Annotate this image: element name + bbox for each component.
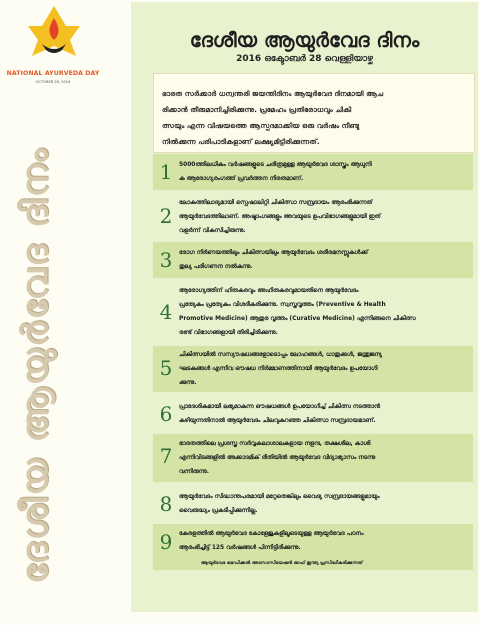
- point-line: ലോകത്തിലാദ്യമായി സ്പെഷാലിറ്റി ചികിത്സാ സമ്പ്രദായം ആരംഭിക്കുന്നത്: [179, 200, 373, 206]
- point-line: ഭാരതത്തിലെ പ്രശസ്ത സർവ്വകലാശാലകളായ നളന്ദ, തക്ഷശില, കാശി: [179, 441, 371, 447]
- point-row-5: [153, 346, 473, 392]
- point-line: വൈരുദ്ധ്യം പ്രകടിപ്പിക്കുന്നില്ല.: [179, 508, 258, 514]
- point-line: വളർന്ന് വികസിച്ചിരുന്നു.: [179, 228, 246, 234]
- point-line: രോഗ നിർണയത്തിലും ചികിത്സയിലും ആയുർവേദം ശരീരമനസ്സുകൾക്ക്: [179, 250, 368, 256]
- point-row-1: [153, 154, 473, 190]
- point-line: എന്നിവിടങ്ങളിൽ അക്കാദമിക് രീതിയിൽ ആയുർവേദ വിദ്യാഭ്യാസം നടന്നു: [179, 455, 376, 461]
- point-line: ചികിത്സയിൽ സസ്യൗഷധങ്ങളോടൊപ്പം ലോഹങ്ങൾ, ധാതുക്കൾ, ജന്തുജന്യ: [179, 352, 382, 358]
- point-number: 4: [159, 300, 173, 324]
- footer-note: ആയുർവേദ മെഡിക്കൽ അസോസിയേഷൻ ഓഫ് ഇന്ത്യ പ്രസിദ്ധീകരിക്കുന്നത്: [201, 561, 363, 566]
- main-panel: [131, 2, 478, 612]
- point-line: പ്രാദേശികമായി ലഭ്യമാകുന്ന ഔഷധങ്ങൾ ഉപയോഗിച്ച് ചികിത്സ നടത്താൻ: [179, 404, 380, 410]
- intro-line: ഭാരത സർക്കാർ ധന്വന്തരി ജയന്തിദിനം ആയുർവേദ ദിനമായി ആച: [162, 89, 384, 98]
- point-line: ക്കുന്നു.: [179, 380, 197, 386]
- point-number: 2: [159, 204, 173, 228]
- point-text: [179, 400, 469, 428]
- point-row-8: [153, 486, 473, 522]
- point-line: പ്രത്യേകം പ്രത്യേകം വിശദീകരിക്കുന്നു. സ്വസ്തവൃത്തം (Preventive & Health: [179, 302, 386, 308]
- point-text: [179, 246, 469, 274]
- point-text: [179, 196, 469, 238]
- point-text: [179, 284, 469, 340]
- intro-line: നിൽക്കുന്ന പരിപാടികളാണ് ലക്ഷ്യമിട്ടിരിക്കുന്നത്.: [162, 137, 320, 146]
- point-line: ക ആരോഗ്യരംഗത്ത് പ്രവർത്തന നിരതമാണ്.: [179, 176, 304, 182]
- point-line: കേരളത്തിൽ ആയുർവേദ കോളേജുകളിലൂടെയുള്ള ആയുർവേദ പഠനം: [179, 531, 364, 537]
- point-line: വന്നിരുന്നു.: [179, 469, 209, 475]
- intro-line: ത്സയും എന്ന വിഷയത്തെ ആസ്പദമാക്കിയ ഒരു വർഷം നീണ്ടു: [162, 121, 360, 130]
- event-date: 2016 ഒക്ടോബർ 28 വെള്ളിയാഴ്ച: [236, 54, 373, 64]
- point-row-4: [153, 282, 473, 342]
- point-line: ആരോഗ്യത്തിന് ഹിതകരവും അഹിതകരവുമായതിനെ ആയുർവേദം: [179, 288, 359, 294]
- page-title: ദേശീയ ആയുർവേദ ദിനം: [189, 28, 420, 52]
- point-row-6: [153, 396, 473, 432]
- intro-line: രിക്കാൻ തീരുമാനിച്ചിരിക്കുന്നു. പ്രമേഹം പ്രതിരോധവും ചികി: [162, 105, 352, 114]
- point-row-7: [153, 434, 473, 482]
- point-line: ആരംഭിച്ചിട്ട് 125 വർഷങ്ങൾ പിന്നിട്ടിരിക്കുന്നു.: [179, 545, 301, 551]
- vertical-title: ദേശീയ ആയുർവേദ ദിനം: [14, 146, 56, 584]
- point-text: [179, 490, 469, 518]
- logo-date: OCTOBER 28, 2016: [35, 80, 71, 84]
- point-number: 7: [159, 444, 173, 468]
- national-ayurveda-day-logo: [26, 4, 82, 66]
- point-row-2: [153, 194, 473, 240]
- point-text: [179, 437, 469, 479]
- point-line: ഘടകങ്ങൾ എന്നിവ ഔഷധ നിർമ്മാണത്തിനായി ആയുർവേദം ഉപയോഗി: [179, 366, 378, 372]
- point-line: രണ്ട് വിഭാഗങ്ങളായി തിരിച്ചിരിക്കുന്നു.: [179, 330, 278, 336]
- point-number: 9: [159, 530, 173, 554]
- point-line: ആയുർവേദത്തിലാണ്. അഷ്ടാംഗങ്ങളും അവയുടെ ഉപവിഭാഗങ്ങളുമായി ഇത്: [179, 214, 381, 220]
- point-row-3: [153, 242, 473, 278]
- point-number: 5: [159, 356, 173, 380]
- point-line: ആയുർവേദം സിദ്ധാന്തപരമായി മറ്റേതെങ്കിലും വൈദ്യ സമ്പ്രദായങ്ങളുമായും: [179, 494, 380, 500]
- point-text: [179, 527, 469, 555]
- logo-name: NATIONAL AYURVEDA DAY: [6, 70, 100, 77]
- point-number: 1: [159, 160, 173, 184]
- point-line: 5000ത്തിലധികം വർഷങ്ങളുടെ ചരിത്രമുള്ള ആയുർവേദ ശാസ്ത്രം ആധുനി: [179, 162, 372, 168]
- point-text: [179, 348, 469, 390]
- sidebar: [0, 0, 150, 625]
- point-text: [179, 158, 469, 186]
- point-number: 8: [159, 492, 173, 516]
- point-line: കഴിയുന്നതിനാൽ ആയുർവേദം ചിലവുകുറഞ്ഞ ചികിത്സാ സമ്പ്രദായമാണ്.: [179, 418, 376, 424]
- point-line: Promotive Medicine) ആതുര വൃത്തം (Curative Medicine) എന്നിങ്ങനെ ചികിത്സ: [179, 316, 416, 322]
- intro-box: [153, 73, 475, 153]
- intro-text: [162, 86, 467, 150]
- point-number: 6: [159, 402, 173, 426]
- point-line: തുല്യ പരിഗണന നൽകുന്നു.: [179, 264, 253, 270]
- point-number: 3: [159, 248, 173, 272]
